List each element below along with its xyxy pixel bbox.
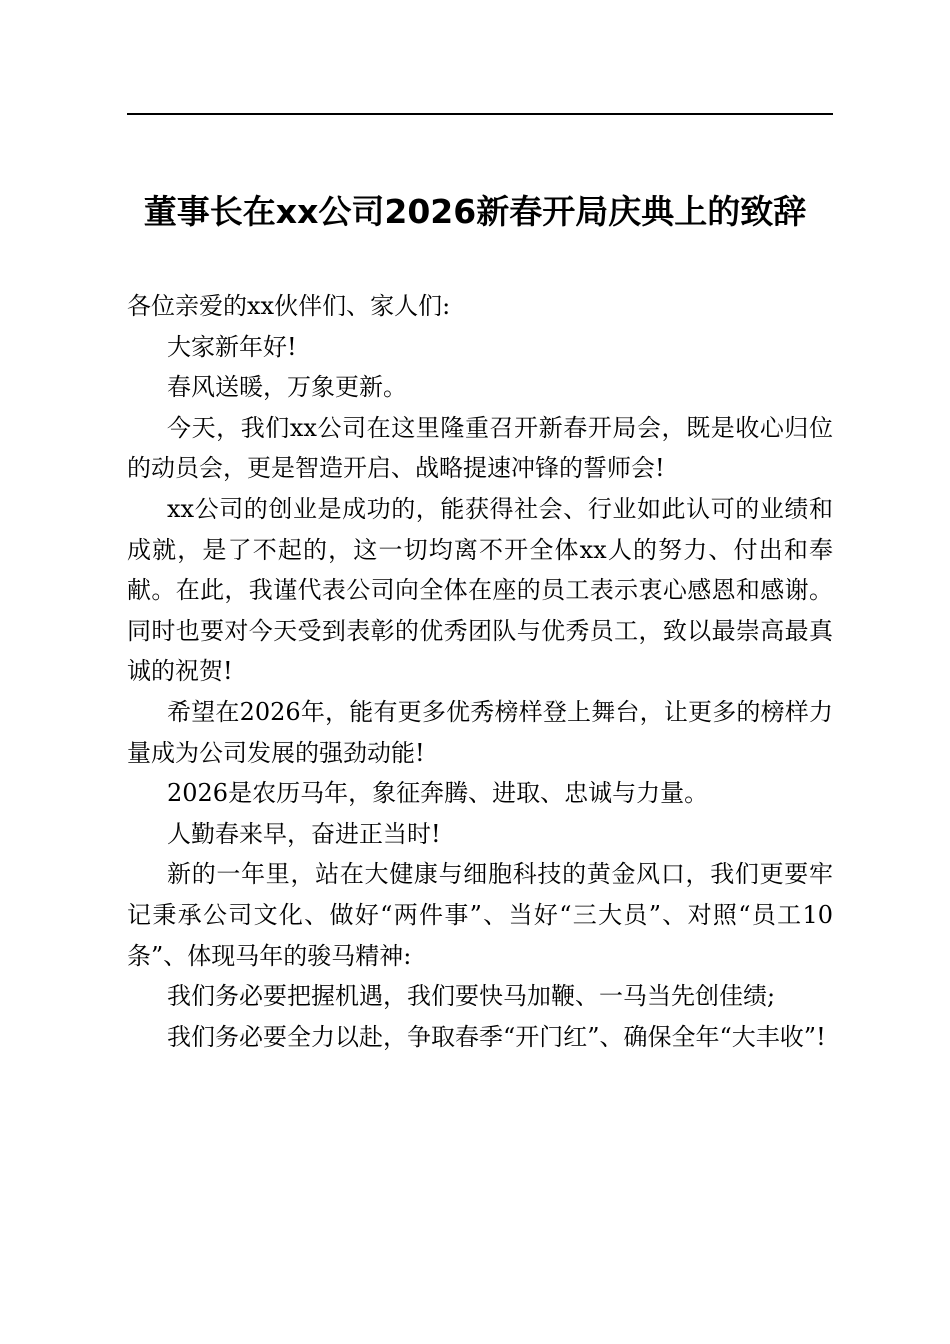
header-rule — [127, 113, 833, 115]
paragraph: 今天，我们xx公司在这里隆重召开新春开局会，既是收心归位的动员会，更是智造开启、战略提速冲锋的誓师会! — [127, 413, 833, 483]
paragraph: 我们务必要把握机遇，我们要快马加鞭、一马当先创佳绩; — [167, 982, 776, 1011]
paragraph: 大家新年好! — [167, 332, 297, 361]
paragraph: 2026是农历马年，象征奔腾、进取、忠诚与力量。 — [167, 779, 709, 808]
document-title: 董事长在xx公司2026新春开局庆典上的致辞 — [143, 192, 807, 231]
salutation: 各位亲爱的xx伙伴们、家人们: — [127, 292, 451, 320]
paragraph: xx公司的创业是成功的，能获得社会、行业如此认可的业绩和成就，是了不起的，这一切均离不开全体xx人的努力、付出和奉献。在此，我谨代表公司向全体在座的员工表示衷心感恩和感谢。同时也要对今天受到表彰的优秀团队与优秀员工，致以最崇高最真诚的祝贺! — [127, 494, 833, 686]
paragraph: 人勤春来早，奋进正当时! — [167, 819, 441, 848]
paragraph: 希望在2026年，能有更多优秀榜样登上舞台，让更多的榜样力量成为公司发展的强劲动能! — [127, 697, 833, 767]
paragraph: 我们务必要全力以赴，争取春季“开门红”、确保全年“大丰收”! — [167, 1022, 826, 1051]
paragraph: 春风送暖，万象更新。 — [167, 373, 407, 402]
paragraph: 新的一年里，站在大健康与细胞科技的黄金风口，我们更要牢记秉承公司文化、做好“两件事”、当好“三大员”、对照“员工10条”、体现马年的骏马精神: — [127, 860, 833, 970]
document-body — [127, 286, 833, 1057]
